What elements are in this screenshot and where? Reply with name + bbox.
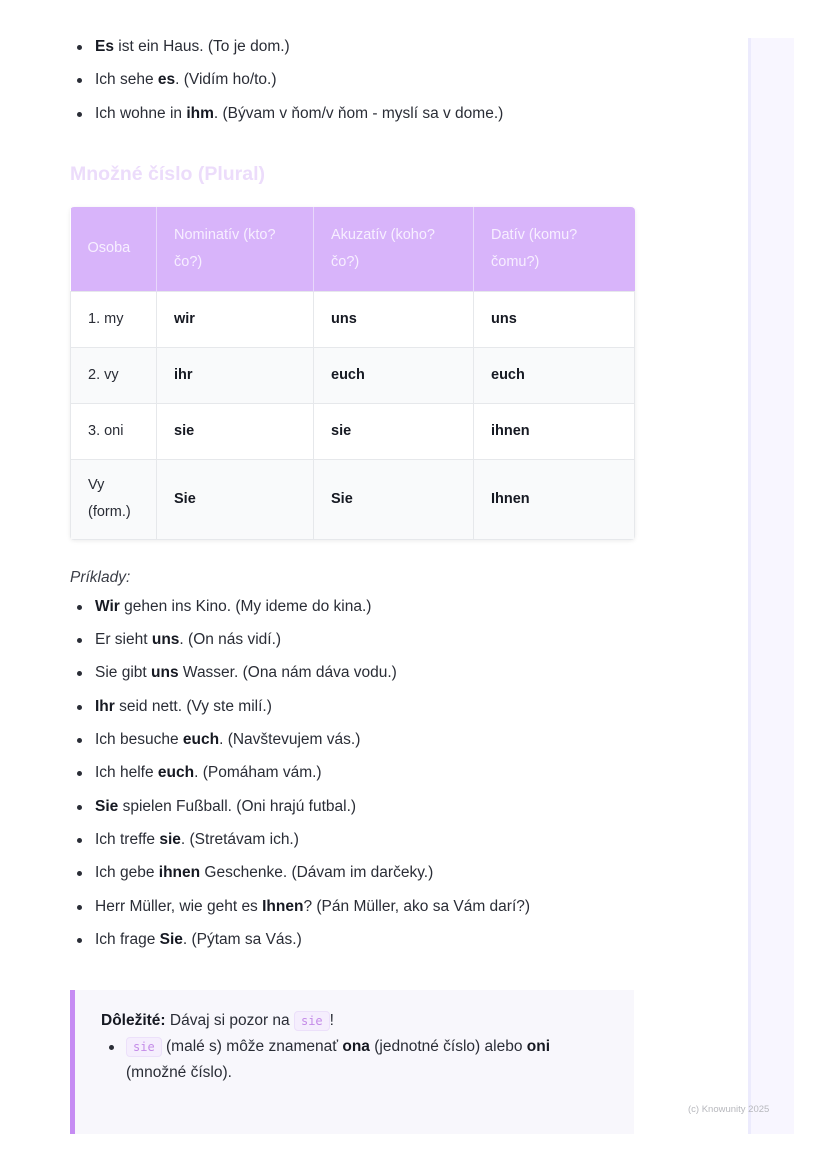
header-nominativ: Nominatív (kto? čo?) — [157, 207, 314, 292]
list-item: Er sieht uns. (On nás vidí.) — [70, 623, 634, 656]
note-label: Dôležité: — [101, 1012, 166, 1029]
inline-code-sie: sie — [294, 1011, 330, 1031]
table-row — [71, 403, 635, 459]
cell-dative: ihnen — [474, 403, 635, 459]
list-item: Ich gebe ihnen Geschenke. (Dávam im darčeky.) — [70, 856, 634, 889]
list-item: Ich helfe euch. (Pomáham vám.) — [70, 756, 634, 789]
cell-nominative: ihr — [157, 347, 314, 403]
copyright-footer: (c) Knowunity 2025 — [688, 1104, 770, 1115]
plural-examples-list — [70, 590, 634, 956]
table-row — [71, 291, 635, 347]
cell-nominative: Sie — [157, 459, 314, 539]
table-row — [71, 347, 635, 403]
cell-person: 1. my — [71, 291, 157, 347]
cell-accusative: Sie — [314, 459, 474, 539]
cell-dative: Ihnen — [474, 459, 635, 539]
list-item: Herr Müller, wie geht es Ihnen? (Pán Müller, ako sa Vám darí?) — [70, 890, 634, 923]
cell-nominative: sie — [157, 403, 314, 459]
list-item: Es ist ein Haus. (To je dom.) — [70, 30, 634, 63]
note-bullet-item: sie (malé s) môže znamenať ona (jednotné číslo) alebo oni (množné číslo). — [101, 1034, 608, 1085]
cell-accusative: uns — [314, 291, 474, 347]
cell-accusative: sie — [314, 403, 474, 459]
list-item: Ich sehe es. (Vidím ho/to.) — [70, 63, 634, 96]
list-item: Ich treffe sie. (Stretávam ich.) — [70, 823, 634, 856]
cell-dative: uns — [474, 291, 635, 347]
header-dativ: Datív (komu? čomu?) — [474, 207, 635, 292]
header-akuzativ: Akuzatív (koho? čo?) — [314, 207, 474, 292]
list-item: Ich besuche euch. (Navštevujem vás.) — [70, 723, 634, 756]
cell-person: 2. vy — [71, 347, 157, 403]
examples-label: Príklady: — [70, 568, 131, 586]
document-content — [70, 30, 634, 956]
cell-accusative: euch — [314, 347, 474, 403]
table-header-row — [71, 207, 635, 292]
inline-code-sie: sie — [126, 1037, 162, 1057]
important-note-callout — [70, 990, 634, 1134]
note-heading-line: Dôležité: Dávaj si pozor na sie ! — [101, 1012, 334, 1029]
list-item: Wir gehen ins Kino. (My ideme do kina.) — [70, 590, 634, 623]
list-item: Ich wohne in ihm. (Bývam v ňom/v ňom - myslí sa v dome.) — [70, 97, 634, 130]
cell-dative: euch — [474, 347, 635, 403]
cell-nominative: wir — [157, 291, 314, 347]
list-item: Ich frage Sie. (Pýtam sa Vás.) — [70, 923, 634, 956]
list-item: Ihr seid nett. (Vy ste milí.) — [70, 690, 634, 723]
section-title-plural: Množné číslo (Plural) — [70, 162, 266, 185]
side-panel-strip — [748, 38, 794, 1134]
cell-person: Vy (form.) — [71, 459, 157, 539]
header-osoba: Osoba — [71, 207, 157, 292]
table-row — [71, 459, 635, 539]
singular-examples-list — [70, 30, 634, 130]
list-item: Sie spielen Fußball. (Oni hrajú futbal.) — [70, 790, 634, 823]
plural-pronoun-table — [70, 207, 635, 540]
list-item: Sie gibt uns Wasser. (Ona nám dáva vodu.) — [70, 656, 634, 689]
cell-person: 3. oni — [71, 403, 157, 459]
